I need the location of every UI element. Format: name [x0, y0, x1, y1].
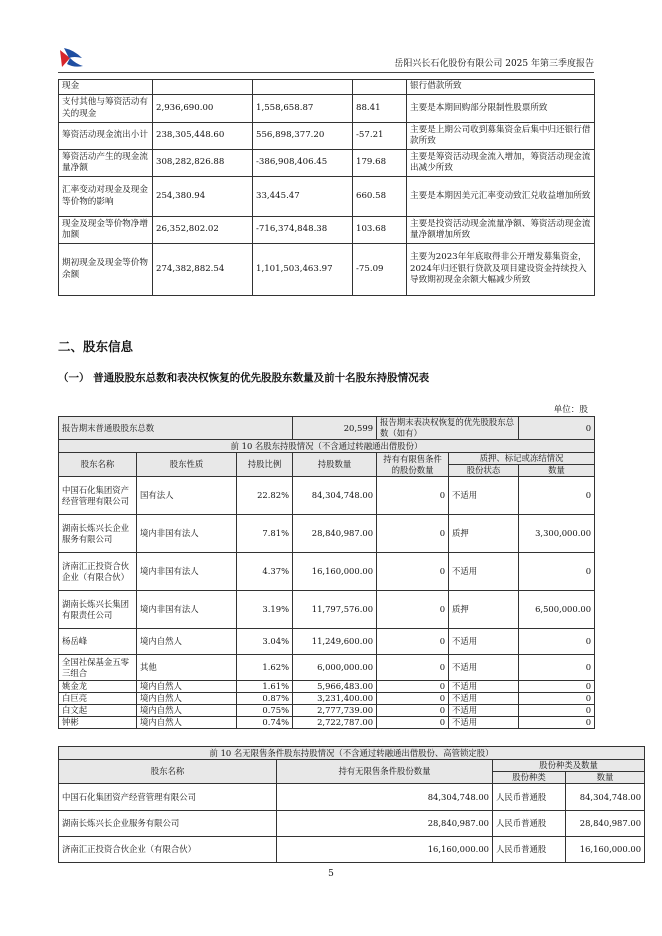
table-caption-row: [59, 440, 595, 453]
row-label: 现金及现金等价物净增加额: [59, 217, 153, 244]
holder-ratio: 7.81%: [237, 515, 293, 553]
holder-shares: 11,797,576.00: [293, 591, 377, 629]
section-title: 二、股东信息: [58, 339, 134, 354]
holder-shares: 28,840,987.00: [293, 515, 377, 553]
table-row: [59, 655, 595, 681]
holder-ratio: 1.62%: [237, 655, 293, 681]
holder-nature: 境内自然人: [137, 693, 237, 705]
col-header-name: 股东名称: [59, 453, 137, 477]
unrestricted-title: 前 10 名无限售条件股东持股情况（不含通过转融通出借股份、高管锁定股）: [59, 747, 645, 760]
share-type: 人民币普通股: [493, 811, 566, 837]
change-reason: 主要是筹资活动现金流入增加，筹资活动现金流出减少所致: [407, 150, 595, 177]
col-header-type: 股份种类: [493, 772, 566, 784]
holder-pledge-qty: 6,500,000.00: [519, 591, 595, 629]
previous-amount: -716,374,848.38: [253, 217, 353, 244]
holder-name: 湖南长炼兴长企业服务有限公司: [59, 515, 137, 553]
holder-ratio: 0.74%: [237, 717, 293, 729]
holder-pledge-qty: 0: [519, 705, 595, 717]
common-holders-label: 报告期末普通股股东总数: [59, 417, 293, 440]
col-header-type-group: 股份种类及数量: [493, 760, 645, 772]
change-reason: 主要是本期因美元汇率变动致汇兑收益增加所致: [407, 177, 595, 217]
col-header-pledge-qty: 数量: [519, 465, 595, 477]
report-title: 岳阳兴长石化股份有限公司 2025 年第三季度报告: [394, 59, 594, 69]
change-reason: 主要是本期回购部分限制性股票所致: [407, 95, 595, 123]
change-percent: -75.09: [353, 244, 407, 296]
table-row: [59, 629, 595, 655]
holder-name: 姚金龙: [59, 681, 137, 693]
holder-ratio: 4.37%: [237, 553, 293, 591]
holder-pledge-qty: 0: [519, 717, 595, 729]
holder-nature: 境内非国有法人: [137, 515, 237, 553]
col-header-restricted: 持有有限售条件的股份数量: [377, 453, 449, 477]
holder-shares: 16,160,000.00: [293, 553, 377, 591]
holder-restricted: 0: [377, 553, 449, 591]
row-label: 现金: [59, 80, 153, 95]
table-row: [59, 217, 595, 244]
holder-nature: 境内自然人: [137, 681, 237, 693]
header-row: [59, 760, 645, 772]
holder-pledge-qty: 3,300,000.00: [519, 515, 595, 553]
holder-pledge-status: 不适用: [449, 705, 519, 717]
holder-pledge-status: 不适用: [449, 717, 519, 729]
holder-restricted: 0: [377, 591, 449, 629]
pref-holders-value: 0: [519, 417, 595, 440]
table-row: [59, 784, 645, 811]
share-qty: 84,304,748.00: [566, 784, 645, 811]
col-header-nature: 股东性质: [137, 453, 237, 477]
table-row: [59, 515, 595, 553]
col-header-shares: 持股数量: [293, 453, 377, 477]
table-row: [59, 681, 595, 693]
holder-pledge-qty: 0: [519, 477, 595, 515]
unit-label: 单位：股: [553, 405, 588, 415]
holder-shares: 84,304,748.00: [277, 784, 493, 811]
table-row: [59, 553, 595, 591]
holder-ratio: 1.61%: [237, 681, 293, 693]
holder-name: 济南汇正投资合伙企业（有限合伙）: [59, 837, 277, 863]
change-percent: 660.58: [353, 177, 407, 217]
col-header-shares: 持有无限售条件股份数量: [277, 760, 493, 784]
table-caption-row: [59, 747, 645, 760]
row-label: 汇率变动对现金及现金等价物的影响: [59, 177, 153, 217]
holder-shares: 16,160,000.00: [277, 837, 493, 863]
top10-title: 前 10 名股东持股情况（不含通过转融通出借股份）: [59, 440, 595, 453]
holder-nature: 境内非国有法人: [137, 591, 237, 629]
table-row: [59, 837, 645, 863]
holder-pledge-qty: 0: [519, 629, 595, 655]
holder-restricted: 0: [377, 477, 449, 515]
holder-pledge-status: 质押: [449, 591, 519, 629]
col-header-ratio: 持股比例: [237, 453, 293, 477]
table-row: [59, 591, 595, 629]
holder-shares: 84,304,748.00: [293, 477, 377, 515]
holder-restricted: 0: [377, 681, 449, 693]
holder-pledge-qty: 0: [519, 693, 595, 705]
unrestricted-shareholders-table: [58, 746, 645, 863]
holder-nature: 国有法人: [137, 477, 237, 515]
holder-pledge-status: 不适用: [449, 553, 519, 591]
holder-shares: 5,966,483.00: [293, 681, 377, 693]
table-row: [59, 150, 595, 177]
page-header: [58, 44, 594, 73]
change-percent: 88.41: [353, 95, 407, 123]
share-qty: 28,840,987.00: [566, 811, 645, 837]
col-header-name: 股东名称: [59, 760, 277, 784]
holder-name: 中国石化集团资产经营管理有限公司: [59, 477, 137, 515]
holder-pledge-qty: 0: [519, 655, 595, 681]
change-percent: -57.21: [353, 123, 407, 150]
holder-pledge-status: 不适用: [449, 629, 519, 655]
common-holders-value: 20,599: [293, 417, 377, 440]
row-label: 支付其他与筹资活动有关的现金: [59, 95, 153, 123]
holder-name: 杨岳峰: [59, 629, 137, 655]
table-row: [59, 705, 595, 717]
change-percent: 179.68: [353, 150, 407, 177]
holder-name: 湖南长炼兴长企业服务有限公司: [59, 811, 277, 837]
table-row: [59, 693, 595, 705]
col-header-pledge-group: 质押、标记或冻结情况: [449, 453, 595, 465]
current-amount: 26,352,802.02: [153, 217, 253, 244]
holder-nature: 其他: [137, 655, 237, 681]
previous-amount: 1,558,658.87: [253, 95, 353, 123]
holder-name: 白巨亮: [59, 693, 137, 705]
holder-pledge-status: 不适用: [449, 655, 519, 681]
company-logo-icon: [58, 46, 84, 70]
table-row: [59, 717, 595, 729]
row-label: 筹资活动产生的现金流量净额: [59, 150, 153, 177]
holder-shares: 11,249,600.00: [293, 629, 377, 655]
pref-holders-label: 报告期末表决权恢复的优先股股东总数（如有）: [377, 417, 519, 440]
holder-nature: 境内自然人: [137, 629, 237, 655]
holder-name: 湖南长炼兴长集团有限责任公司: [59, 591, 137, 629]
holder-ratio: 0.87%: [237, 693, 293, 705]
row-label: 筹资活动现金流出小计: [59, 123, 153, 150]
table-row: [59, 80, 595, 95]
table-row: [59, 244, 595, 296]
holder-pledge-status: 质押: [449, 515, 519, 553]
holder-ratio: 3.04%: [237, 629, 293, 655]
holder-name: 济南汇正投资合伙企业（有限合伙）: [59, 553, 137, 591]
holder-shares: 28,840,987.00: [277, 811, 493, 837]
table-row: [59, 811, 645, 837]
current-amount: 308,282,826.88: [153, 150, 253, 177]
holder-ratio: 0.75%: [237, 705, 293, 717]
current-amount: 238,305,448.60: [153, 123, 253, 150]
table-row: [59, 477, 595, 515]
holder-pledge-qty: 0: [519, 553, 595, 591]
header-row: [59, 453, 595, 465]
holder-pledge-status: 不适用: [449, 681, 519, 693]
share-type: 人民币普通股: [493, 837, 566, 863]
current-amount: 2,936,690.00: [153, 95, 253, 123]
holder-ratio: 3.19%: [237, 591, 293, 629]
row-label: 期初现金及现金等价物余额: [59, 244, 153, 296]
col-header-pledge-status: 股份状态: [449, 465, 519, 477]
change-reason: 主要是上期公司收到募集资金后集中归还银行借款所致: [407, 123, 595, 150]
share-qty: 16,160,000.00: [566, 837, 645, 863]
holder-name: 钟彬: [59, 717, 137, 729]
section-subtitle: （一） 普通股股东总数和表决权恢复的优先股股东数量及前十名股东持股情况表: [58, 372, 430, 384]
holder-restricted: 0: [377, 629, 449, 655]
holder-ratio: 22.82%: [237, 477, 293, 515]
holder-shares: 2,722,787.00: [293, 717, 377, 729]
current-amount: 274,382,882.54: [153, 244, 253, 296]
holder-pledge-status: 不适用: [449, 693, 519, 705]
holder-restricted: 0: [377, 693, 449, 705]
holder-shares: 3,231,400.00: [293, 693, 377, 705]
holder-nature: 境内自然人: [137, 705, 237, 717]
previous-amount: 1,101,503,463.97: [253, 244, 353, 296]
previous-amount: 33,445.47: [253, 177, 353, 217]
holder-restricted: 0: [377, 717, 449, 729]
col-header-qty: 数量: [566, 772, 645, 784]
change-percent: 103.68: [353, 217, 407, 244]
cash-flow-table: [58, 79, 595, 296]
holder-restricted: 0: [377, 655, 449, 681]
change-reason: 主要为2023年年底取得非公开增发募集资金，2024年归还银行贷款及项目建设资金持续投入导致期初现金余额大幅减少所致: [407, 244, 595, 296]
holder-restricted: 0: [377, 705, 449, 717]
holder-shares: 6,000,000.00: [293, 655, 377, 681]
change-reason: 主要是投资活动现金流量净额、筹资活动现金流量净额增加所致: [407, 217, 595, 244]
previous-amount: 556,898,377.20: [253, 123, 353, 150]
holder-name: 全国社保基金五零三组合: [59, 655, 137, 681]
page-number: 5: [328, 869, 334, 879]
previous-amount: -386,908,406.45: [253, 150, 353, 177]
table-row: [59, 177, 595, 217]
change-reason: 银行借款所致: [407, 80, 595, 95]
holder-nature: 境内自然人: [137, 717, 237, 729]
table-row: [59, 123, 595, 150]
top10-shareholders-table: [58, 416, 595, 729]
holder-nature: 境内非国有法人: [137, 553, 237, 591]
holder-pledge-qty: 0: [519, 681, 595, 693]
summary-row: [59, 417, 595, 440]
share-type: 人民币普通股: [493, 784, 566, 811]
holder-name: 白文起: [59, 705, 137, 717]
holder-restricted: 0: [377, 515, 449, 553]
holder-name: 中国石化集团资产经营管理有限公司: [59, 784, 277, 811]
table-row: [59, 95, 595, 123]
holder-shares: 2,777,739.00: [293, 705, 377, 717]
current-amount: 254,380.94: [153, 177, 253, 217]
holder-pledge-status: 不适用: [449, 477, 519, 515]
